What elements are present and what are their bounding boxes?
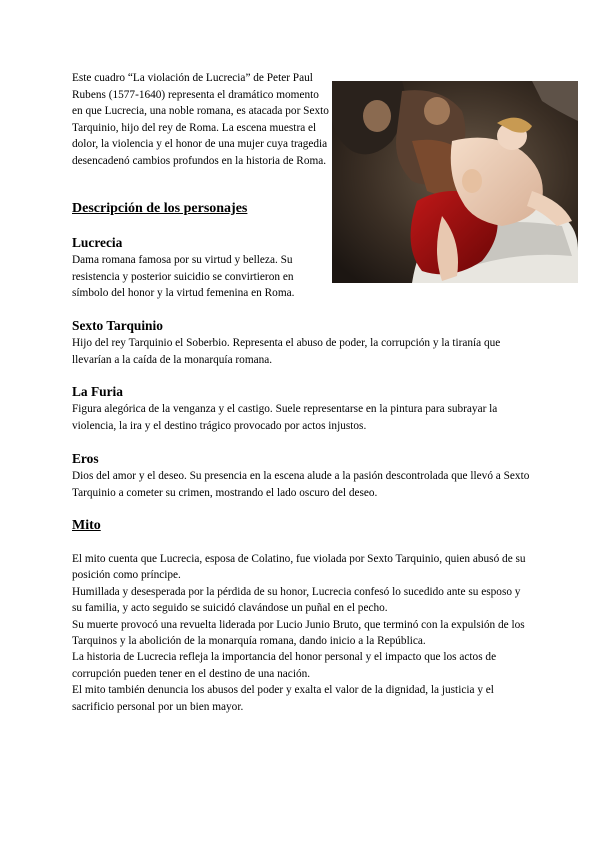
character-name-eros: Eros (72, 451, 99, 466)
character-description-la-furia: Figura alegórica de la venganza y el castigo. Suele representarse en la pintura para subrayar la violencia, la ira y el destino trágico provocado por actos injustos. (72, 403, 498, 432)
characters-heading: Descripción de los personajes (72, 201, 248, 216)
myth-paragraph: El mito también denuncia los abusos del poder y exalta el valor de la dignidad, la justicia y el sacrificio personal por un bien mayor. (72, 684, 494, 713)
intro-paragraph: Este cuadro “La violación de Lucrecia” de Peter Paul Rubens (1577-1640) representa el dramático momento en que Lucrecia, una noble romana, es atacada por Sexto Tarquinio, hijo del rey de Roma. La escena muestra el dolor, la violencia y el honor de una mujer cuya tragedia desencadenó cambios profundos en la historia de Roma. (72, 72, 329, 167)
rubens-painting-illustration (332, 81, 578, 283)
character-description-lucrecia: Dama romana famosa por su virtud y belleza. Su resistencia y posterior suicidio se convirtieron en símbolo del honor y la virtud femenina en Roma. (72, 254, 295, 300)
character-name-lucrecia: Lucrecia (72, 235, 123, 250)
myth-heading: Mito (72, 518, 101, 533)
painting-image (332, 81, 578, 283)
myth-paragraph: La historia de Lucrecia refleja la importancia del honor personal y el impacto que los actos de corrupción pueden tener en el destino de una nación. (72, 651, 497, 680)
character-description-eros: Dios del amor y el deseo. Su presencia en la escena alude a la pasión descontrolada que llevó a Sexto Tarquinio a cometer su crimen, mostrando el lado oscuro del deseo. (72, 470, 530, 499)
character-description-sexto-tarquinio: Hijo del rey Tarquinio el Soberbio. Representa el abuso de poder, la corrupción y la tiranía que llevarían a la caída de la monarquía romana. (72, 337, 501, 366)
myth-paragraph: Su muerte provocó una revuelta liderada por Lucio Junio Bruto, que terminó con la expulsión de los Tarquinos y la abolición de la monarquía romana, dando inicio a la República. (72, 618, 525, 648)
myth-paragraph: El mito cuenta que Lucrecia, esposa de Colatino, fue violada por Sexto Tarquinio, quien abusó de su posición como príncipe. (72, 553, 526, 582)
character-name-sexto-tarquinio: Sexto Tarquinio (72, 318, 163, 333)
myth-paragraph: Humillada y desesperada por la pérdida de su honor, Lucrecia confesó lo sucedido ante su esposo y su familia, y acto seguido se suicidó clavándose un puñal en el pecho. (72, 585, 521, 615)
character-name-la-furia: La Furia (72, 384, 123, 399)
myth-text (72, 551, 532, 715)
